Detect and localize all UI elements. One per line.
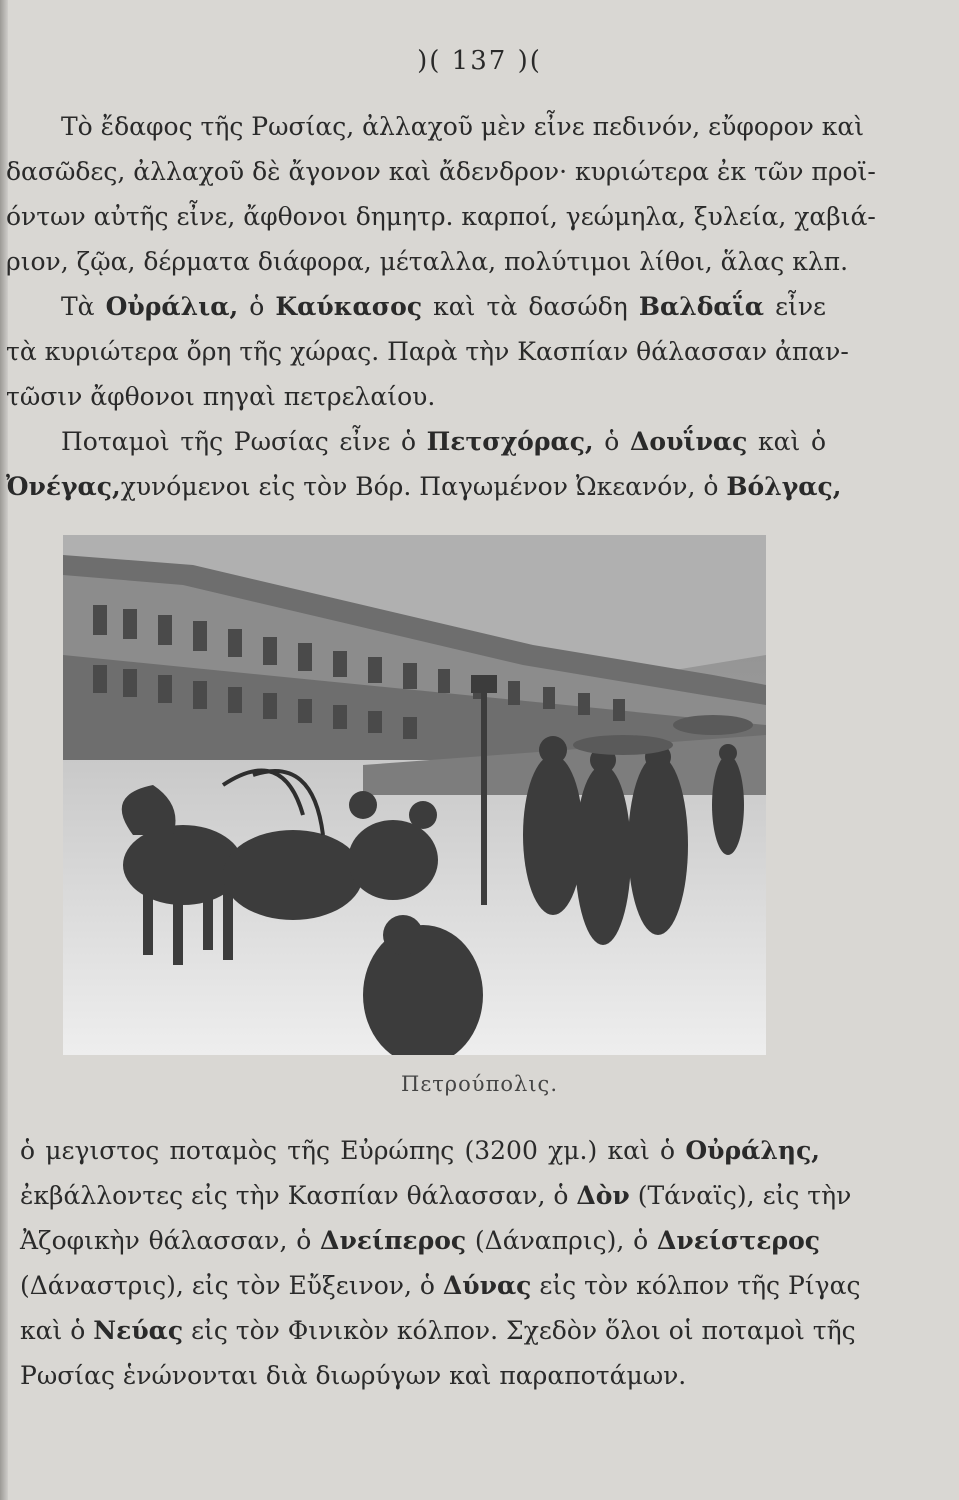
term-urals: Οὐράλια, bbox=[105, 292, 239, 321]
paragraph-mountains bbox=[6, 284, 849, 419]
page-number: )( 137 )( bbox=[417, 46, 542, 76]
illustration-petersburg bbox=[63, 535, 766, 1055]
text-line: ριον, ζῷα, δέρματα διάφορα, μέταλλα, πολύτιμοι λίθοι, ἅλας κλπ. bbox=[6, 247, 849, 276]
text-line: Ἀζοφικὴν θάλασσαν, ὁ Δνείπερος (Δάναπρις), ὁ Δνείστερος bbox=[20, 1226, 820, 1255]
text-line: Ὀνέγας,χυνόμενοι εἰς τὸν Βόρ. Παγωμένον Ὠκεανόν, ὁ Βόλγας, bbox=[6, 472, 842, 501]
engraving-street-scene bbox=[63, 535, 766, 1055]
term-valdai: Βαλδαΐα bbox=[638, 292, 764, 321]
text-line: τῶσιν ἄφθονοι πηγαὶ πετρελαίου. bbox=[6, 382, 436, 411]
term-dnieper: Δνείπερος bbox=[320, 1226, 467, 1255]
text-line: Ποταμοὶ τῆς Ρωσίας εἶνε ὁ Πετσχόρας, ὁ Δουΐνας καὶ ὁ bbox=[61, 427, 826, 456]
text-line: ἐκβάλλοντες εἰς τὴν Κασπίαν θάλασσαν, ὁ Δὸν (Τάναϊς), εἰς τὴν bbox=[20, 1181, 852, 1210]
text-line: δασῶδες, ἀλλαχοῦ δὲ ἄγονον καὶ ἄδενδρον· κυριώτερα ἐκ τῶν προϊ- bbox=[6, 157, 876, 186]
text-line: Τὰ Οὐράλια, ὁ Καύκασος καὶ τὰ δασώδη Βαλδαΐα εἶνε bbox=[61, 292, 826, 321]
text-line: (Δάναστρις), εἰς τὸν Εὔξεινον, ὁ Δύνας εἰς τὸν κόλπον τῆς Ρίγας bbox=[20, 1271, 861, 1300]
paragraph-rivers-south bbox=[20, 1128, 861, 1398]
term-dniester: Δνείστερος bbox=[656, 1226, 820, 1255]
paragraph-soil bbox=[6, 104, 876, 284]
text-line: ὁ μεγιστος ποταμὸς τῆς Εὐρώπης (3200 χμ.) καὶ ὁ Οὐράλης, bbox=[20, 1136, 820, 1165]
term-don: Δὸν bbox=[576, 1181, 630, 1210]
term-pechora: Πετσχόρας, bbox=[426, 427, 594, 456]
text-line: όντων αὐτῆς εἶνε, ἄφθονοι δημητρ. καρποί, γεώμηλα, ξυλεία, χαβιά- bbox=[6, 202, 876, 231]
text-line: καὶ ὁ Νεύας εἰς τὸν Φινικὸν κόλπον. Σχεδὸν ὅλοι οἱ ποταμοὶ τῆς bbox=[20, 1316, 856, 1345]
term-ural-river: Οὐράλης, bbox=[685, 1136, 820, 1165]
term-dvina: Δουΐνας bbox=[630, 427, 748, 456]
term-onega: Ὀνέγας, bbox=[6, 472, 121, 501]
paragraph-rivers-north bbox=[6, 419, 842, 509]
term-neva: Νεύας bbox=[93, 1316, 184, 1345]
term-dvina-west: Δύνας bbox=[442, 1271, 532, 1300]
text-line: Τὸ ἔδαφος τῆς Ρωσίας, ἀλλαχοῦ μὲν εἶνε πεδινόν, εὔφορον καὶ bbox=[61, 112, 865, 141]
text-line: τὰ κυριώτερα ὄρη τῆς χώρας. Παρὰ τὴν Κασπίαν θάλασσαν ἀπαν- bbox=[6, 337, 849, 366]
term-caucasus: Καύκασος bbox=[275, 292, 423, 321]
term-volga: Βόλγας, bbox=[726, 472, 842, 501]
figure-caption: Πετρούπολις. bbox=[401, 1072, 558, 1096]
text-line: Ρωσίας ἑνώνονται διὰ διωρύγων καὶ παραποτάμων. bbox=[20, 1361, 687, 1390]
